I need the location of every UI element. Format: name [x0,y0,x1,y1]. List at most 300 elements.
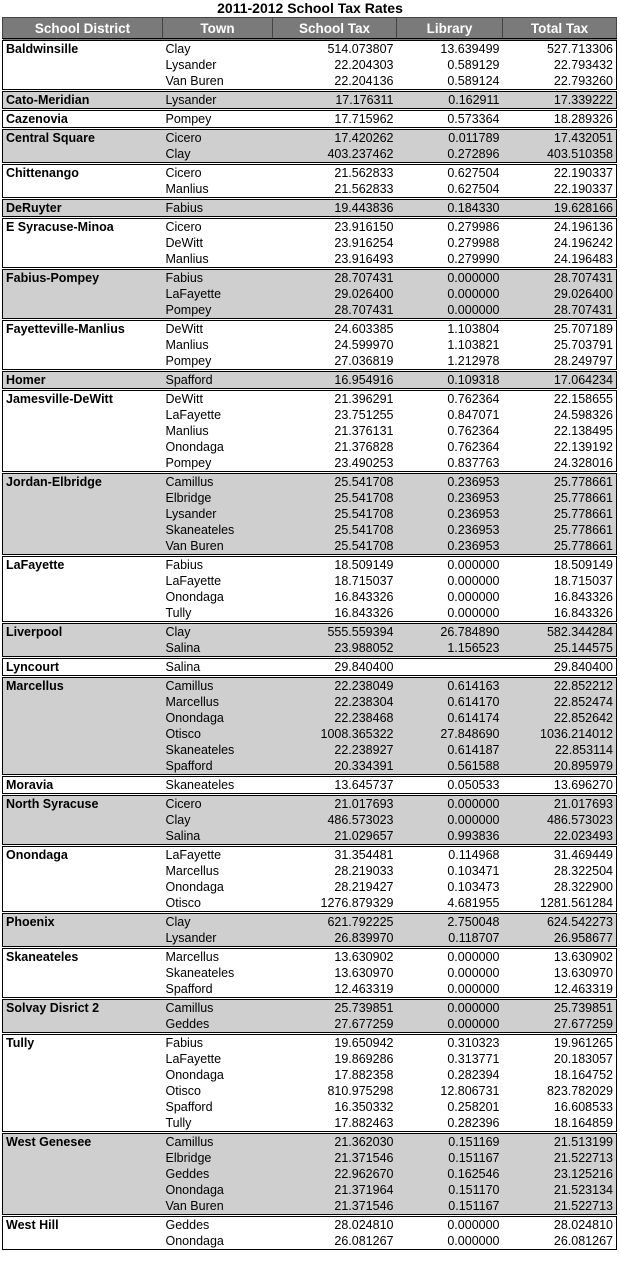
library-cell: 1.212978 [397,353,503,371]
district-name-cell: Homer [3,371,163,390]
table-row [3,930,617,948]
total-tax-cell: 25.739851 [503,999,617,1017]
town-cell: Clay [163,40,273,58]
town-cell: Cicero [163,164,273,182]
table-row [3,677,617,695]
library-cell: 0.573364 [397,110,503,129]
school-tax-cell: 28.219033 [334,864,394,878]
table-row [3,981,617,999]
town-cell: Onondaga [163,1233,273,1250]
library-cell: 0.310323 [397,1034,503,1052]
district-name-cell: Marcellus [3,677,163,695]
total-tax-cell: 25.144575 [503,640,617,658]
library-cell: 0.000000 [397,795,503,813]
total-tax-cell: 29.840400 [503,658,617,677]
school-tax-cell: 23.916493 [273,251,397,269]
total-tax-cell: 24.196483 [503,251,617,269]
total-tax-cell: 28.707431 [503,269,617,287]
town-cell: Marcellus [163,694,273,710]
header-school-district: School District [3,18,163,40]
total-tax-cell: 20.183057 [503,1051,617,1067]
school-tax-cell: 21.371546 [273,1150,397,1166]
table-row [3,965,617,981]
total-tax-cell: 19.961265 [503,1034,617,1052]
library-cell: 0.614187 [397,742,503,758]
town-cell: Skaneateles [163,776,273,795]
town-cell: Lysander [163,930,273,948]
school-tax-cell: 26.839970 [273,930,397,948]
town-cell: Fabius [163,199,273,218]
school-tax-cell: 25.541708 [273,522,397,538]
total-tax-cell: 25.778661 [503,506,617,522]
table-row [3,1233,617,1250]
school-tax-cell: 26.081267 [273,1233,397,1250]
total-tax-cell: 25.707189 [503,320,617,338]
school-tax-cell: 23.490253 [273,455,397,473]
town-cell: Van Buren [163,1198,273,1216]
table-row [3,758,617,776]
town-cell: LaFayette [165,574,222,588]
total-tax-cell: 20.895979 [503,758,617,776]
library-cell: 0.151169 [397,1133,503,1151]
town-cell: Onondaga [163,1182,273,1198]
school-tax-cell: 25.541708 [273,538,397,556]
school-tax-cell: 16.843326 [273,605,397,623]
school-tax-cell: 23.916254 [334,236,394,250]
total-tax-cell: 25.778661 [503,538,617,556]
school-tax-cell: 28.707431 [273,269,397,287]
town-cell: DeWitt [163,320,273,338]
total-tax-cell: 486.573023 [503,812,617,828]
total-tax-cell: 16.608533 [503,1099,617,1115]
district-name-cell [3,1150,163,1166]
total-tax-cell: 823.782029 [503,1083,617,1099]
district-name-cell: Chittenango [3,164,163,182]
school-tax-cell: 13.630970 [334,966,394,980]
district-name-cell [3,1233,163,1250]
table-row [3,269,617,287]
district-name-cell [3,930,163,948]
town-cell: LaFayette [163,846,273,864]
town-cell: Elbridge [163,490,273,506]
district-name-cell: North Syracuse [3,795,163,813]
school-tax-cell: 12.463319 [273,981,397,999]
tax-rates-table [2,17,617,1250]
total-tax-cell: 22.793432 [503,57,617,73]
total-tax-cell: 17.064234 [503,371,617,390]
table-row [3,302,617,320]
total-tax-cell: 1036.214012 [503,726,617,742]
table-row [3,573,617,589]
district-name-cell [3,694,163,710]
town-cell: Marcellus [163,948,273,966]
library-cell [397,658,503,677]
town-cell: Camillus [163,1133,273,1151]
school-tax-cell: 21.371964 [273,1182,397,1198]
school-tax-cell: 486.573023 [273,812,397,828]
school-tax-cell: 22.238927 [273,742,397,758]
town-cell: Camillus [163,677,273,695]
district-name-cell: Moravia [3,776,163,795]
table-row [3,710,617,726]
table-row [3,1115,617,1133]
total-tax-cell: 18.164859 [503,1115,617,1133]
library-cell: 12.806731 [440,1084,500,1098]
district-name-cell [3,879,163,895]
library-cell: 0.282394 [447,1068,500,1082]
library-cell: 0.847071 [447,408,500,422]
district-name-cell: Cazenovia [3,110,163,129]
town-cell: Marcellus [165,864,219,878]
district-name-cell [3,828,163,846]
district-name-cell [3,455,163,473]
district-name-cell [3,605,163,623]
total-tax-cell: 21.017693 [503,795,617,813]
table-row [3,879,617,895]
total-tax-cell: 22.139192 [503,439,617,455]
town-cell: Otisco [165,1084,201,1098]
library-cell: 0.000000 [397,981,503,999]
district-name-cell [3,490,163,506]
school-tax-cell: 31.354481 [273,846,397,864]
district-name-cell [3,353,163,371]
table-row [3,490,617,506]
school-tax-cell: 17.882358 [334,1068,394,1082]
school-tax-cell: 28.219427 [334,880,394,894]
table-row [3,199,617,218]
town-cell: Clay [163,812,273,828]
district-name-cell: Lyncourt [3,658,163,677]
library-cell: 0.000000 [397,948,503,966]
total-tax-cell: 21.522713 [503,1198,617,1216]
table-row [3,1166,617,1182]
school-tax-cell: 22.238468 [273,710,397,726]
school-tax-cell: 18.715037 [334,574,394,588]
library-cell: 0.258201 [447,1100,500,1114]
total-tax-cell: 12.463319 [503,981,617,999]
school-tax-cell: 20.334391 [273,758,397,776]
town-cell: LaFayette [165,408,222,422]
total-tax-cell: 1281.561284 [503,895,617,913]
school-tax-cell: 21.371546 [273,1198,397,1216]
library-cell: 0.236953 [397,490,503,506]
table-row [3,522,617,538]
town-cell: Camillus [163,473,273,491]
total-tax-cell: 25.703791 [503,337,617,353]
town-cell: Salina [163,828,273,846]
town-cell: Van Buren [163,538,273,556]
town-cell: Pompey [163,353,273,371]
school-tax-cell: 22.204136 [273,73,397,91]
district-name-cell [3,181,163,199]
school-tax-cell: 403.237462 [273,146,397,164]
total-tax-cell: 25.778661 [503,473,617,491]
town-cell: Lysander [163,506,273,522]
school-tax-cell: 27.036819 [273,353,397,371]
page-title: 2011-2012 School Tax Rates [217,0,403,16]
school-tax-cell: 17.882463 [273,1115,397,1133]
school-tax-cell: 17.420262 [273,129,397,147]
town-cell: Skaneateles [163,522,273,538]
library-cell: 0.109318 [397,371,503,390]
town-cell: Salina [163,658,273,677]
library-cell: 0.236953 [397,473,503,491]
town-cell: Cicero [163,129,273,147]
table-row [3,146,617,164]
total-tax-cell: 13.696270 [503,776,617,795]
library-cell: 0.236953 [397,506,503,522]
library-cell: 2.750048 [397,913,503,931]
library-cell: 0.000000 [397,286,503,302]
library-cell: 0.162911 [397,91,503,110]
district-name-cell [3,965,163,981]
town-cell: Otisco [163,726,273,742]
town-cell: Skaneateles [165,966,235,980]
school-tax-cell: 19.869286 [334,1052,394,1066]
district-name-cell [3,302,163,320]
district-name-cell: Cato-Meridian [3,91,163,110]
library-cell: 0.614174 [397,710,503,726]
table-row [3,57,617,73]
total-tax-cell: 25.778661 [503,522,617,538]
total-tax-cell: 18.164752 [503,1067,617,1083]
district-name-cell: Solvay Disrict 2 [3,999,163,1017]
table-body [3,40,617,1250]
table-row [3,913,617,931]
school-tax-cell: 1276.879329 [273,895,397,913]
table-row [3,181,617,199]
district-name-cell: Jamesville-DeWitt [3,390,163,408]
district-name-cell [3,573,163,589]
town-cell: Geddes [163,1216,273,1234]
library-cell: 0.000000 [397,302,503,320]
school-tax-cell: 23.751255 [334,408,394,422]
table-row [3,91,617,110]
total-tax-cell: 24.196136 [503,218,617,236]
district-name-cell [3,812,163,828]
school-tax-cell: 17.176311 [273,91,397,110]
school-tax-cell: 16.954916 [273,371,397,390]
library-cell: 0.627504 [397,164,503,182]
library-cell: 0.000000 [397,269,503,287]
town-cell: Manlius [163,181,273,199]
town-cell: Manlius [163,251,273,269]
district-name-cell [3,742,163,758]
town-cell: Otisco [163,895,273,913]
library-cell: 0.993836 [397,828,503,846]
total-tax-cell: 13.630902 [503,948,617,966]
school-tax-cell: 24.603385 [273,320,397,338]
library-cell: 0.000000 [447,590,500,604]
library-cell: 0.103473 [447,880,500,894]
district-name-cell [3,1166,163,1182]
school-tax-cell: 21.376828 [334,440,394,454]
library-cell: 0.000000 [447,966,500,980]
town-cell: Clay [163,623,273,641]
district-name-cell [3,439,163,455]
school-tax-cell: 13.630902 [273,948,397,966]
total-tax-cell: 16.843326 [503,605,617,623]
district-name-cell [3,863,163,879]
library-cell: 0.050533 [397,776,503,795]
total-tax-cell: 17.432051 [503,129,617,147]
school-tax-cell: 18.509149 [273,556,397,574]
total-tax-cell: 28.322504 [503,863,617,879]
table-row [3,812,617,828]
district-name-cell [3,895,163,913]
total-tax-cell: 28.249797 [503,353,617,371]
town-cell: Skaneateles [163,742,273,758]
town-cell: Pompey [163,110,273,129]
school-tax-cell: 1008.365322 [273,726,397,742]
district-name-cell: E Syracuse-Minoa [3,218,163,236]
table-row [3,164,617,182]
total-tax-cell: 16.843326 [503,589,617,605]
district-name-cell: DeRuyter [3,199,163,218]
library-cell: 0.762364 [447,424,500,438]
total-tax-cell: 527.713306 [503,40,617,58]
total-tax-cell: 624.542273 [503,913,617,931]
school-tax-cell: 621.792225 [273,913,397,931]
school-tax-cell: 25.541708 [273,506,397,522]
table-row [3,320,617,338]
table-row [3,640,617,658]
district-name-cell [3,1083,163,1099]
total-tax-cell: 22.852212 [503,677,617,695]
table-row [3,110,617,129]
town-cell: Clay [163,913,273,931]
total-tax-cell: 21.513199 [503,1133,617,1151]
town-cell: Lysander [165,58,217,72]
school-tax-cell: 19.443836 [273,199,397,218]
town-cell: Onondaga [163,710,273,726]
total-tax-cell: 18.289326 [503,110,617,129]
table-row [3,828,617,846]
town-cell: Geddes [163,1016,273,1034]
district-name-cell: Onondaga [3,846,163,864]
school-tax-cell: 25.541708 [273,473,397,491]
table-row [3,337,617,353]
total-tax-cell: 22.190337 [503,181,617,199]
library-cell: 0.000000 [397,1233,503,1250]
library-cell: 0.561588 [397,758,503,776]
library-cell: 1.103804 [397,320,503,338]
district-name-cell [3,1182,163,1198]
table-row [3,40,617,58]
table-row [3,1034,617,1052]
total-tax-cell: 28.707431 [503,302,617,320]
district-name-cell: Fayetteville-Manlius [3,320,163,338]
library-cell: 0.236953 [397,522,503,538]
total-tax-cell: 25.778661 [503,490,617,506]
library-cell: 0.272896 [397,146,503,164]
school-tax-cell: 27.677259 [273,1016,397,1034]
table-row [3,390,617,408]
district-name-cell [3,1099,163,1115]
library-cell: 0.279986 [397,218,503,236]
district-name-cell [3,251,163,269]
school-tax-cell: 21.396291 [273,390,397,408]
header-total-tax: Total Tax [503,18,617,40]
district-name-cell [3,522,163,538]
district-name-cell [3,286,163,302]
total-tax-cell: 22.138495 [503,423,617,439]
town-cell: Tully [163,605,273,623]
district-name-cell: Baldwinsille [3,40,163,58]
school-tax-cell: 16.843326 [334,590,394,604]
table-row [3,948,617,966]
school-tax-cell: 28.707431 [273,302,397,320]
table-row [3,218,617,236]
total-tax-cell: 24.196242 [503,235,617,251]
total-tax-cell: 22.158655 [503,390,617,408]
library-cell: 0.614163 [397,677,503,695]
table-row [3,1216,617,1234]
library-cell: 0.000000 [397,999,503,1017]
table-row [3,1150,617,1166]
district-name-cell [3,710,163,726]
school-tax-cell: 810.975298 [327,1084,394,1098]
total-tax-cell: 22.852642 [503,710,617,726]
table-row [3,556,617,574]
header-row [3,18,617,40]
table-row [3,1133,617,1151]
town-cell: Onondaga [165,880,224,894]
table-row [3,407,617,423]
library-cell: 0.114968 [397,846,503,864]
total-tax-cell: 19.628166 [503,199,617,218]
total-tax-cell: 23.125216 [503,1166,617,1182]
library-cell: 0.000000 [397,1216,503,1234]
school-tax-cell: 17.715962 [273,110,397,129]
library-cell: 0.000000 [397,1016,503,1034]
table-row [3,623,617,641]
town-cell: Spafford [163,981,273,999]
table-row [3,353,617,371]
table-row [3,863,617,879]
town-cell: Clay [163,146,273,164]
table-row [3,473,617,491]
school-tax-cell: 21.376131 [334,424,394,438]
district-name-cell [3,1198,163,1216]
town-cell: Fabius [163,556,273,574]
district-name-cell [3,758,163,776]
district-name-cell: Liverpool [3,623,163,641]
district-name-cell [3,337,163,353]
table-row [3,235,617,251]
school-tax-cell: 29.026400 [273,286,397,302]
table-row [3,726,617,742]
total-tax-cell: 17.339222 [503,91,617,110]
district-name-cell: Jordan-Elbridge [3,473,163,491]
school-tax-cell: 21.017693 [273,795,397,813]
town-cell: Tully [163,1115,273,1133]
library-cell: 0.151170 [397,1182,503,1198]
school-tax-cell: 22.962670 [273,1166,397,1182]
town-cell: Pompey [163,455,273,473]
town-cell: Onondaga [165,440,224,454]
district-name-cell: LaFayette [3,556,163,574]
school-tax-cell: 555.559394 [273,623,397,641]
town-cell: Cicero [163,218,273,236]
library-cell: 26.784890 [397,623,503,641]
library-cell: 4.681955 [397,895,503,913]
table-row [3,1198,617,1216]
town-cell: Spafford [163,758,273,776]
district-name-cell [3,1051,163,1067]
total-tax-cell: 18.509149 [503,556,617,574]
school-tax-cell: 23.988052 [273,640,397,658]
